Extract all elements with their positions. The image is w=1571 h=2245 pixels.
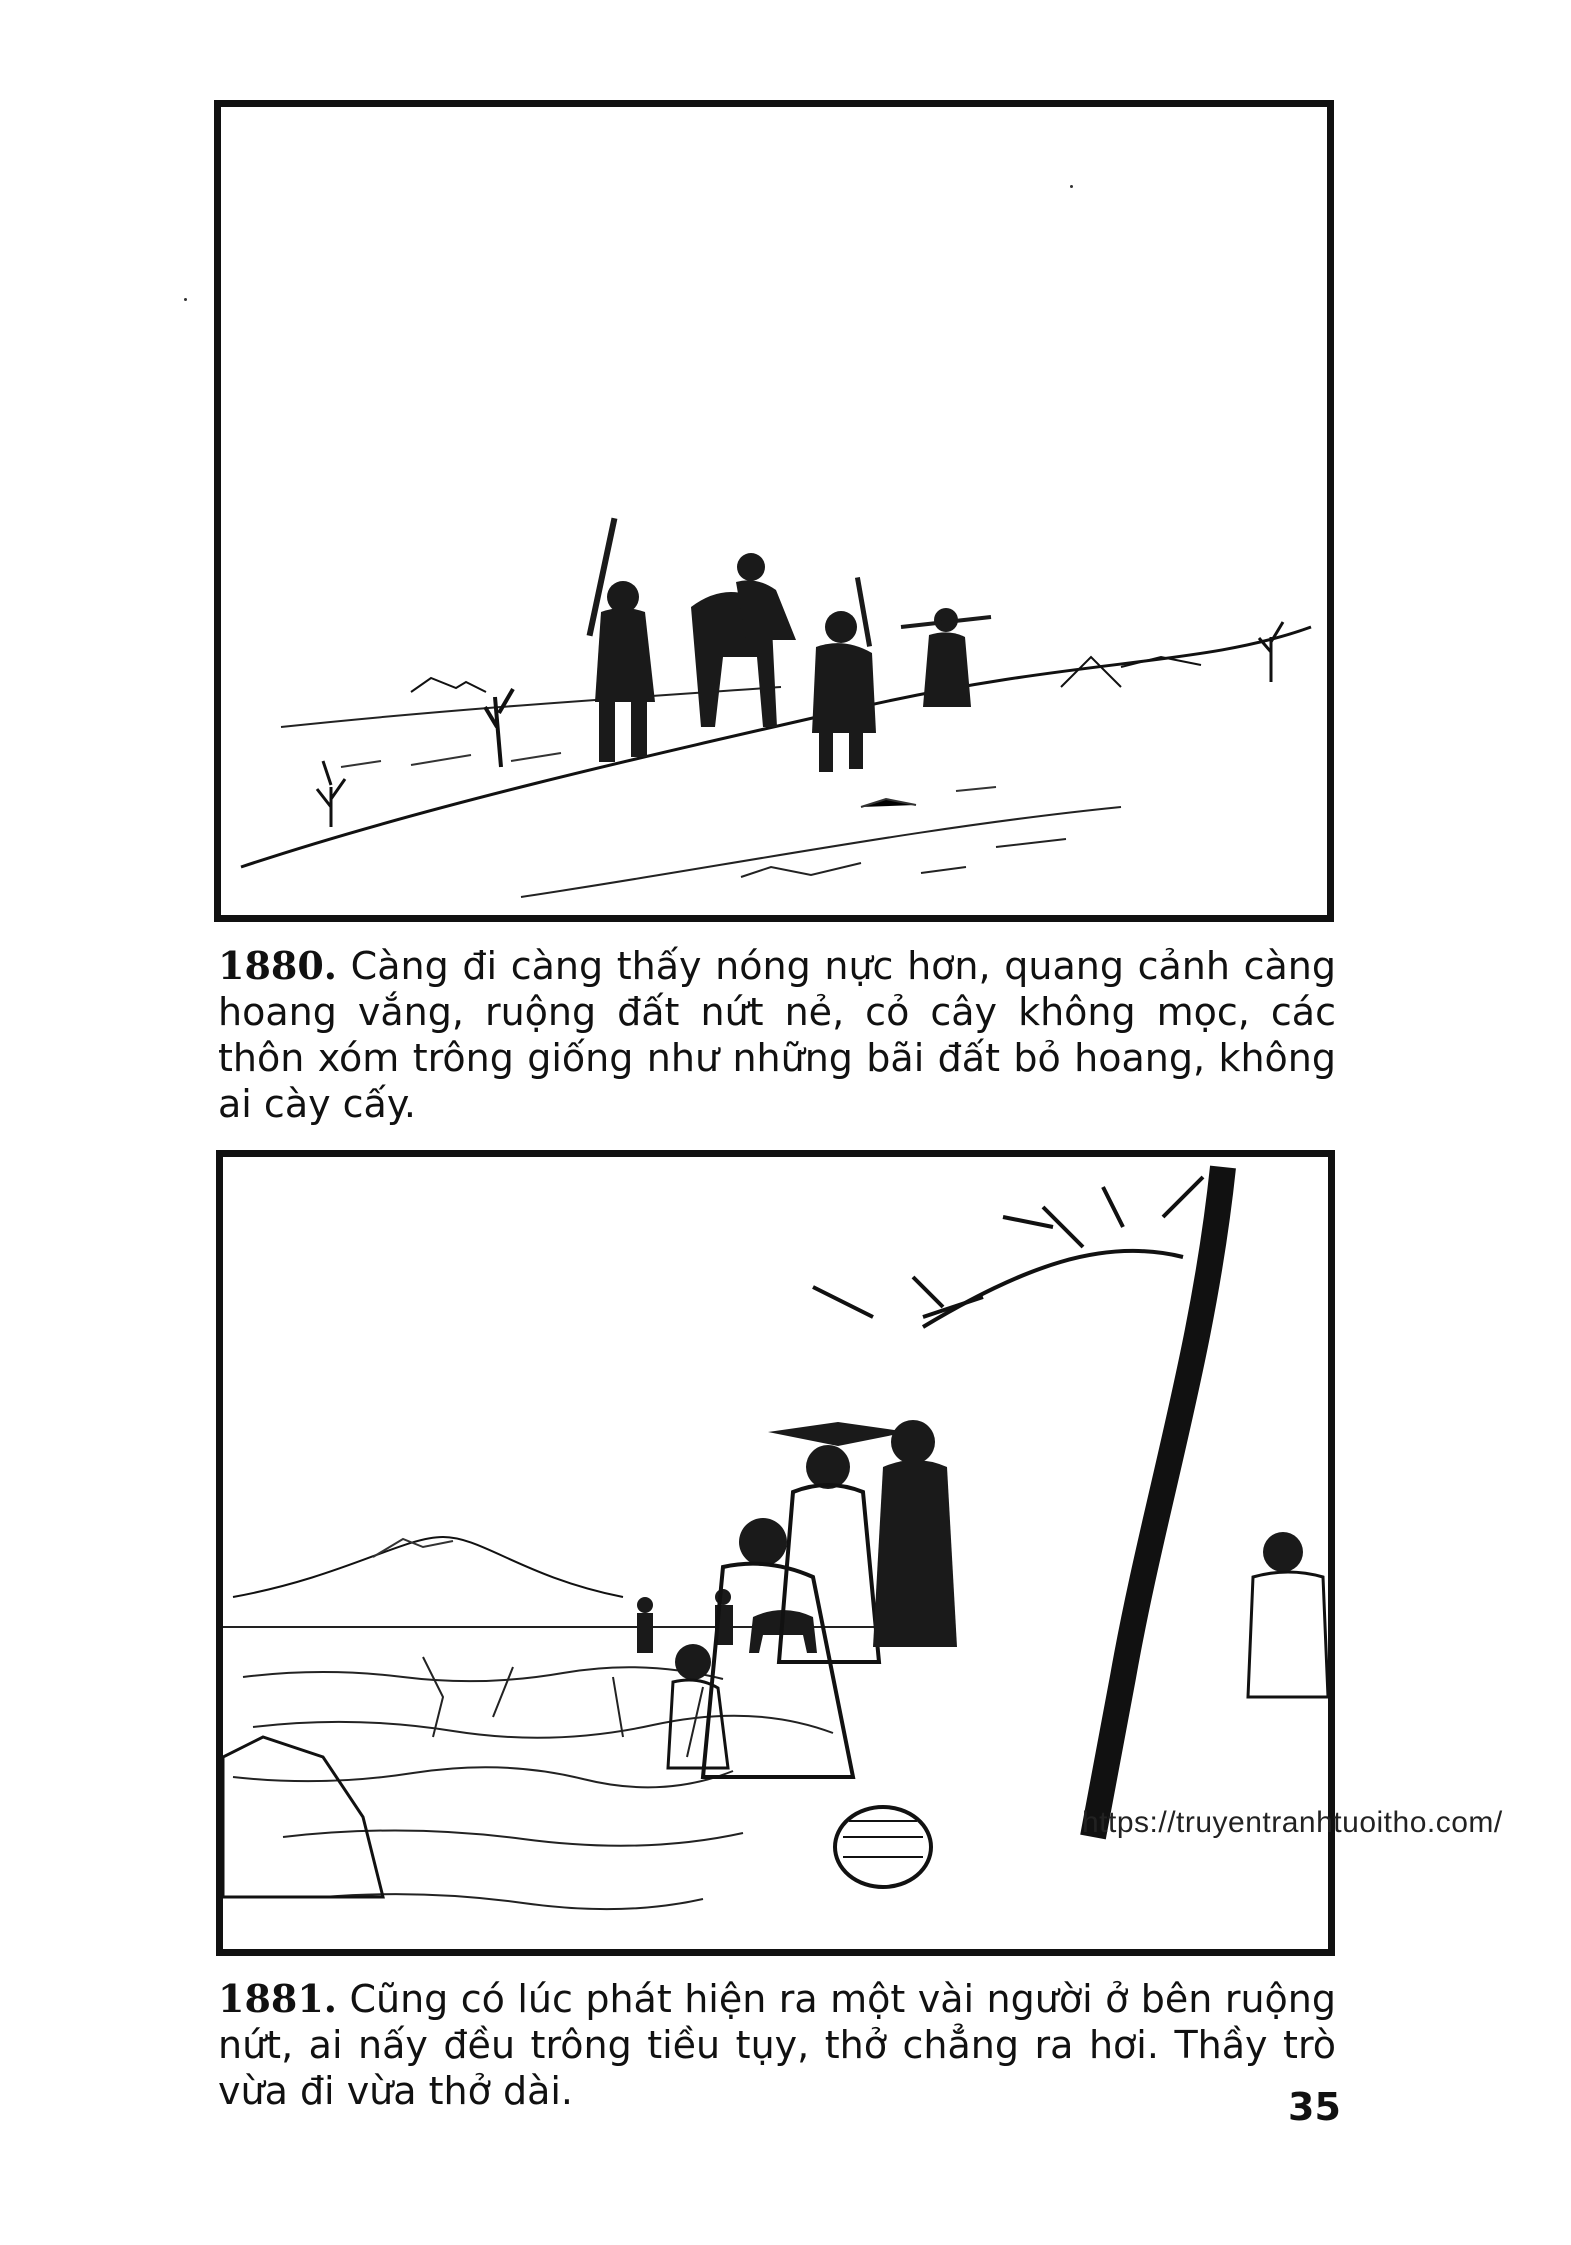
illustration-travellers-dry-land (221, 107, 1327, 915)
caption-text: Cũng có lúc phát hiện ra một vài người ở bên ruộng nứt, ai nấy đều trông tiều tụy, thở chẳng ra hơi. Thầy trò vừa đi vừa thở dài. (218, 1977, 1336, 2113)
scan-speck (184, 298, 187, 301)
scan-speck (1070, 185, 1073, 188)
caption-1880 (218, 943, 1336, 1127)
caption-text: Càng đi càng thấy nóng nực hơn, quang cảnh càng hoang vắng, ruộng đất nứt nẻ, cỏ cây không mọc, các thôn xóm trông giống như những bãi đất bỏ hoang, không ai cày cấy. (218, 944, 1336, 1126)
comic-panel-1880 (214, 100, 1334, 922)
watermark-url: https://truyentranhtuoitho.com/ (1082, 1806, 1503, 1839)
caption-1881 (218, 1976, 1336, 2114)
page-number: 35 (1288, 2085, 1341, 2129)
panel-number: 1880. (218, 943, 337, 988)
panel-number: 1881. (218, 1976, 337, 2021)
